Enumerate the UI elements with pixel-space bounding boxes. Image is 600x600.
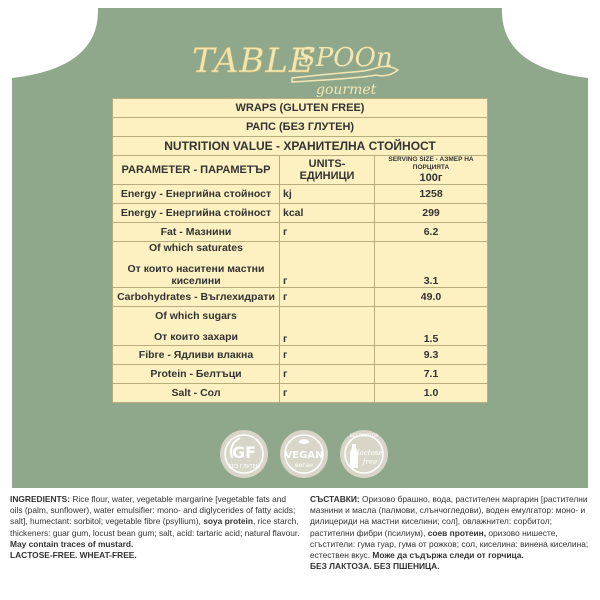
row-name: Fat - Мазнини: [113, 223, 280, 242]
ingredients-bg-label: СЪСТАВКИ:: [310, 494, 360, 504]
table-row: [113, 307, 488, 346]
table-header-row: [113, 156, 488, 185]
header-parameter: PARAMETER - ПАРАМЕТЪР: [113, 156, 280, 185]
table-row: [113, 223, 488, 242]
ingredients-en-part1: Rice flour, water, vegetable margarine [vegetable fats and oils (palm, sunflower), water emulsifier: mono- and diglycerides of fatty acids; salt], humectant: sorbitol; vegetable fibre (psyllium),: [10, 494, 296, 527]
row-unit: г: [280, 223, 375, 242]
ingredients-en-label: INGREDIENTS:: [10, 494, 71, 504]
row-unit: г: [280, 288, 375, 307]
nutrition-table: [112, 98, 488, 403]
row-name: Protein - Белтъци: [113, 365, 280, 384]
row-value: 3.1: [375, 242, 488, 288]
brand-word-table: TABLE: [192, 41, 315, 81]
lactose-badge-top: БЕЗ ЛАКТОЗА: [349, 433, 379, 438]
ingredients-bg: [310, 494, 595, 572]
brand-word-spoon: SPOOn: [298, 43, 393, 73]
lactose-badge-text2: free: [362, 458, 378, 466]
table-row: [113, 242, 488, 288]
row-name-line2: От които наситени мастни киселини: [127, 263, 265, 287]
table-row: [113, 365, 488, 384]
lactose-badge-text1: lactose: [357, 449, 383, 457]
header-serving: [375, 156, 488, 185]
row-unit: г: [280, 365, 375, 384]
row-name: [113, 307, 280, 346]
row-value: 1258: [375, 185, 488, 204]
table-row: [113, 384, 488, 403]
row-unit: г: [280, 242, 375, 288]
ingredients-bg-free: БЕЗ ЛАКТОЗА. БЕЗ ПШЕНИЦА.: [310, 561, 440, 572]
row-unit: kj: [280, 185, 375, 204]
row-value: 9.3: [375, 346, 488, 365]
vegan-badge-text: VEGAN: [284, 450, 324, 461]
row-name: Carbohydrates - Въглехидрати: [113, 288, 280, 307]
spoon-logo-icon: [188, 28, 418, 100]
ingredients-en: [10, 494, 300, 561]
table-row: [113, 204, 488, 223]
row-name: [113, 242, 280, 288]
serving-size-value: 100г: [419, 172, 443, 184]
row-value: 299: [375, 204, 488, 223]
lactose-free-icon: [338, 428, 390, 480]
vegan-badge-sub: веган: [295, 462, 313, 469]
serving-size-label: SERVING SIZE - АЗМЕР НА ПОРЦИЯТА: [388, 156, 474, 171]
row-name-line2: От които захари: [153, 330, 238, 343]
product-name-bg: РАПС (БЕЗ ГЛУТЕН): [113, 118, 488, 137]
nutrition-title-row: [113, 137, 488, 156]
row-name-line1: Of which sugars: [155, 309, 237, 322]
ingredients-en-traces: May contain traces of mustard.: [10, 538, 134, 549]
row-value: 6.2: [375, 223, 488, 242]
ingredients-en-free: LACTOSE-FREE. WHEAT-FREE.: [10, 550, 137, 561]
ingredients-bg-soya: соев протеин,: [427, 527, 487, 538]
row-name: Fibre - Ядливи влакна: [113, 346, 280, 365]
gluten-free-icon: [218, 428, 270, 480]
gf-badge-sub: БЕЗ ГЛУТЕН: [228, 464, 260, 470]
row-value: 1.0: [375, 384, 488, 403]
brand-word-gourmet: gourmet: [316, 82, 377, 98]
row-unit: kcal: [280, 204, 375, 223]
row-name: Salt - Сол: [113, 384, 280, 403]
product-name-bg-row: [113, 118, 488, 137]
ingredients-bg-part1: Оризово брашно, вода, растителен маргарин [растителни мазнини и масла (палмови, слънчогледови), воден емулгатор: моно- и дилицериди на мастни киселини; сол], овлажнител: сорбитол; растителни фибри (псилиум),: [310, 494, 588, 538]
row-name: Energy - Енергийна стойност: [113, 204, 280, 223]
table-row: [113, 288, 488, 307]
row-name-line1: Of which saturates: [149, 242, 243, 254]
row-unit: г: [280, 346, 375, 365]
row-name: Energy - Енергийна стойност: [113, 185, 280, 204]
nutrition-title: NUTRITION VALUE - ХРАНИТЕЛНА СТОЙНОСТ: [113, 137, 488, 156]
ingredients-bg-traces: Може да съдържа следи от горчица.: [372, 550, 524, 561]
row-value: 7.1: [375, 365, 488, 384]
brand-logo: [188, 28, 418, 100]
ingredients-bg-part2: оризово нишесте, сгъстители: гума гуар, гума от рожков; сол, киселина: винена киселина; естествен вкус.: [310, 527, 589, 561]
product-name-row: [113, 99, 488, 118]
product-name-en: WRAPS (GLUTEN FREE): [113, 99, 488, 118]
certification-badges: [218, 428, 388, 480]
row-unit: г: [280, 307, 375, 346]
table-row: [113, 346, 488, 365]
table-row: [113, 185, 488, 204]
vegan-icon: [278, 428, 330, 480]
ingredients-en-soya: soya protein: [203, 516, 253, 527]
row-unit: г: [280, 384, 375, 403]
ingredients-en-part2: , rice starch, thickeners: guar gum, locust bean gum; salt, acid: tartaric acid; natural flavour.: [10, 516, 300, 538]
header-units: UNITS-ЕДИНИЦИ: [280, 156, 375, 185]
row-value: 1.5: [375, 307, 488, 346]
row-value: 49.0: [375, 288, 488, 307]
gf-badge-text: GF: [231, 443, 257, 462]
